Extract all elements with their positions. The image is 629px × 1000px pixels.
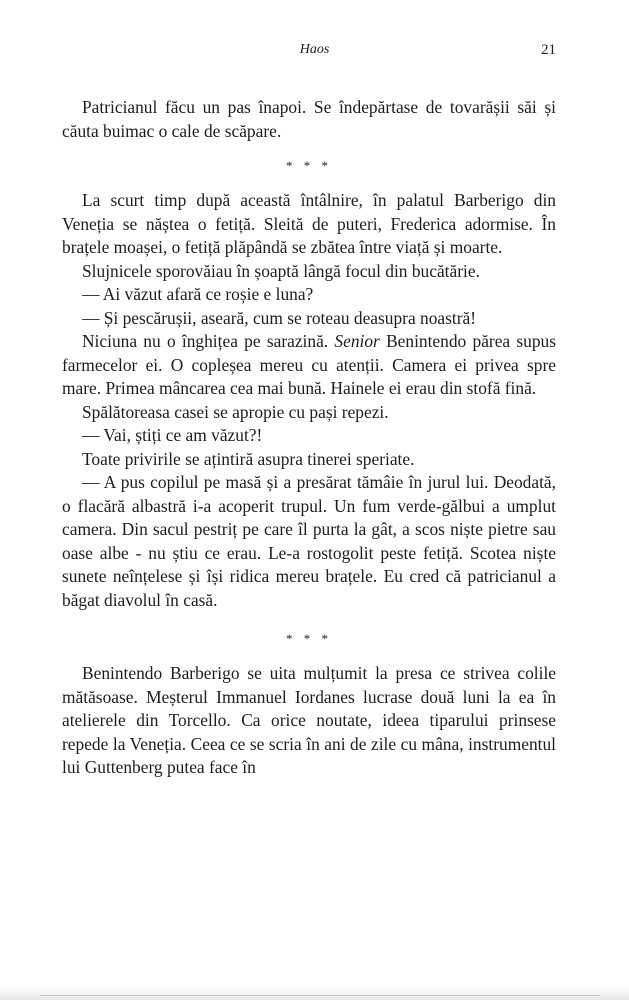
running-title: Haos <box>299 42 330 57</box>
page-bottom-edge <box>40 995 600 996</box>
paragraph: La scurt timp după această întâlnire, în palatul Barberigo din Veneția se năștea o fetiță. Sleită de puteri, Frederica adormise. În brațele moașei, o fetiță plăpândă se zbătea între viață și moarte. <box>62 190 556 257</box>
page-header <box>0 42 629 66</box>
section-separator: * * * <box>286 158 332 173</box>
paragraph <box>62 330 556 401</box>
section-separator: * * * <box>286 631 332 646</box>
paragraph-text: Niciuna nu o înghițea pe sarazină. <box>82 331 335 351</box>
paragraph: Benintendo Barberigo se uita mulțumit la presa ce strivea colile mătăsoase. Meșterul Immanuel Iordanes lucrase două luni la ea în atelierele din Torcello. Ca orice noutate, ideea tiparului prinsese repede la Veneția. Ceea ce se scria în ani de zile cu mâna, instrumentul lui Guttenberg putea face în <box>62 663 556 777</box>
page-number: 21 <box>541 42 556 58</box>
page-bottom-shadow <box>0 986 629 1000</box>
paragraph: Toate privirile se ațintiră asupra tinerei speriate. <box>82 448 415 469</box>
paragraph: Patricianul făcu un pas înapoi. Se îndepărtase de tovarășii săi și căuta buimac o cale de scăpare. <box>62 97 556 141</box>
paragraph: Slujnicele sporovăiau în șoaptă lângă focul din bucătărie. <box>82 260 480 281</box>
text-body <box>0 96 629 780</box>
dialogue-line: — Vai, știți ce am văzut?! <box>82 425 263 445</box>
paragraph-text: Benintendo părea supus farmecelor ei. O copleșea mereu cu atenții. Camera ei privea spre mare. Primea mâncarea cea mai bună. Hainele ei erau din stofă fină. <box>62 331 557 398</box>
italic-word: Senior <box>334 331 380 351</box>
dialogue-line: — Și pescărușii, aseară, cum se roteau deasupra noastră! <box>82 307 477 328</box>
dialogue-line: — A pus copilul pe masă și a presărat tămâie în jurul lui. Deodată, o flacără albastră i-a acoperit trupul. Un fum verde-gălbui a umplut camera. Din sacul pestriț pe care îl purta la gât, a scos niște pietre sau oase albe - nu știu ce erau. Le-a rostogolit peste fetiță. Scotea niște sunete neînțelese și își ridica mereu brațele. Eu cred că patricianul a băgat diavolul în casă. <box>62 472 556 610</box>
dialogue-line: — Ai văzut afară ce roșie e luna? <box>82 284 314 304</box>
paragraph: Spălătoreasa casei se apropie cu pași repezi. <box>82 401 389 422</box>
